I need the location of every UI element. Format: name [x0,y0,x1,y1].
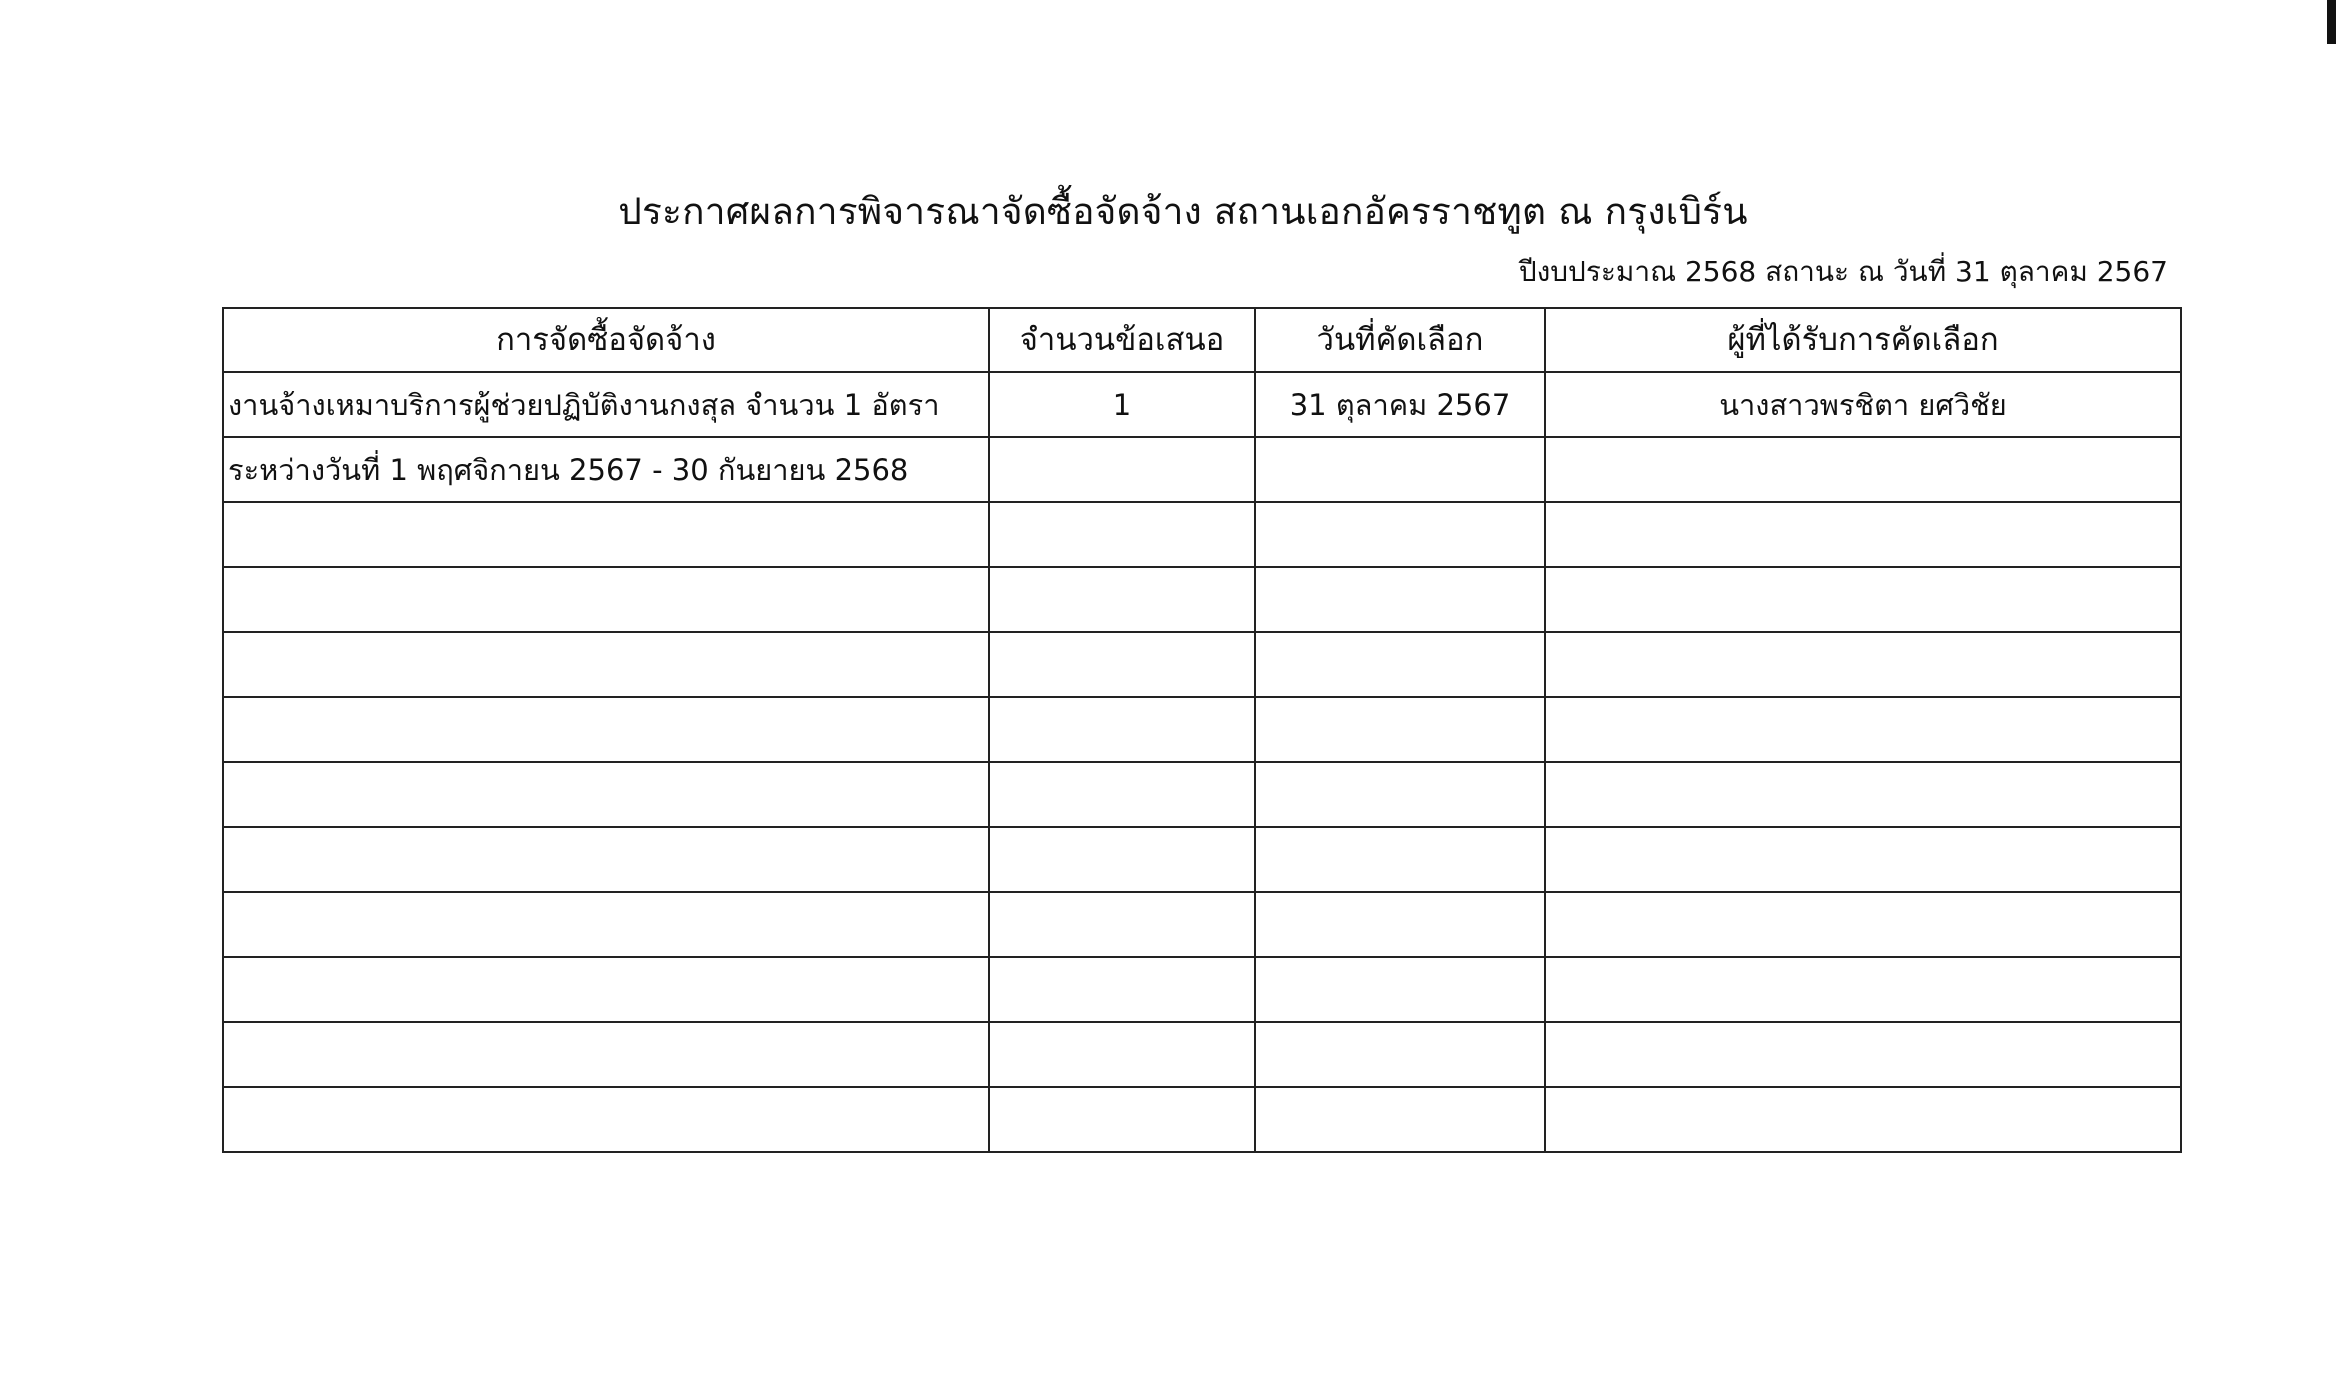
procurement-table-container [222,307,2180,1153]
cell-selection-date [1255,632,1545,697]
table-row [223,502,2181,567]
cell-offer-count [989,632,1255,697]
table-row [223,697,2181,762]
table-row [223,437,2181,502]
cell-selection-date [1255,892,1545,957]
cell-selection-date [1255,1022,1545,1087]
cell-offer-count [989,892,1255,957]
cell-selected-party [1545,1087,2181,1152]
cell-selection-date [1255,437,1545,502]
column-header-selected-party: ผู้ที่ได้รับการคัดเลือก [1545,308,2181,372]
cell-selection-date [1255,957,1545,1022]
table-row [223,632,2181,697]
cell-selection-date [1255,502,1545,567]
cell-procurement: ระหว่างวันที่ 1 พฤศจิกายน 2567 - 30 กันยายน 2568 [223,437,989,502]
cell-offer-count [989,437,1255,502]
cell-offer-count [989,1022,1255,1087]
cell-procurement [223,1022,989,1087]
cell-selected-party [1545,1022,2181,1087]
cell-selected-party [1545,697,2181,762]
cell-procurement [223,957,989,1022]
cell-selected-party [1545,437,2181,502]
cell-offer-count [989,697,1255,762]
cell-selected-party [1545,892,2181,957]
cell-selection-date [1255,762,1545,827]
cell-selection-date [1255,827,1545,892]
cell-procurement [223,762,989,827]
cell-procurement [223,827,989,892]
column-header-selection-date: วันที่คัดเลือก [1255,308,1545,372]
cell-procurement: งานจ้างเหมาบริการผู้ช่วยปฏิบัติงานกงสุล จำนวน 1 อัตรา [223,372,989,437]
document-subtitle: ปีงบประมาณ 2568 สถานะ ณ วันที่ 31 ตุลาคม 2567 [1518,255,2168,288]
cell-offer-count [989,762,1255,827]
cell-selection-date: 31 ตุลาคม 2567 [1255,372,1545,437]
table-header-row [223,308,2181,372]
column-header-offer-count: จำนวนข้อเสนอ [989,308,1255,372]
scan-edge-mark [2327,0,2336,44]
cell-selected-party [1545,762,2181,827]
table-row [223,1022,2181,1087]
cell-selected-party [1545,567,2181,632]
cell-procurement [223,632,989,697]
procurement-results-table [222,307,2182,1153]
cell-selected-party [1545,957,2181,1022]
cell-selected-party [1545,632,2181,697]
cell-offer-count: 1 [989,372,1255,437]
cell-selected-party [1545,502,2181,567]
cell-offer-count [989,1087,1255,1152]
cell-selected-party: นางสาวพรชิตา ยศวิชัย [1545,372,2181,437]
cell-selection-date [1255,697,1545,762]
cell-procurement [223,892,989,957]
table-row [223,762,2181,827]
cell-procurement [223,1087,989,1152]
table-row [223,957,2181,1022]
document-title: ประกาศผลการพิจารณาจัดซื้อจัดจ้าง สถานเอกอัครราชทูต ณ กรุงเบิร์น [618,190,1748,233]
cell-selected-party [1545,827,2181,892]
cell-offer-count [989,957,1255,1022]
table-row [223,372,2181,437]
table-row [223,567,2181,632]
cell-offer-count [989,502,1255,567]
cell-procurement [223,697,989,762]
cell-selection-date [1255,567,1545,632]
cell-offer-count [989,567,1255,632]
table-row [223,827,2181,892]
column-header-procurement: การจัดซื้อจัดจ้าง [223,308,989,372]
table-row [223,1087,2181,1152]
table-row [223,892,2181,957]
cell-selection-date [1255,1087,1545,1152]
cell-offer-count [989,827,1255,892]
cell-procurement [223,567,989,632]
cell-procurement [223,502,989,567]
